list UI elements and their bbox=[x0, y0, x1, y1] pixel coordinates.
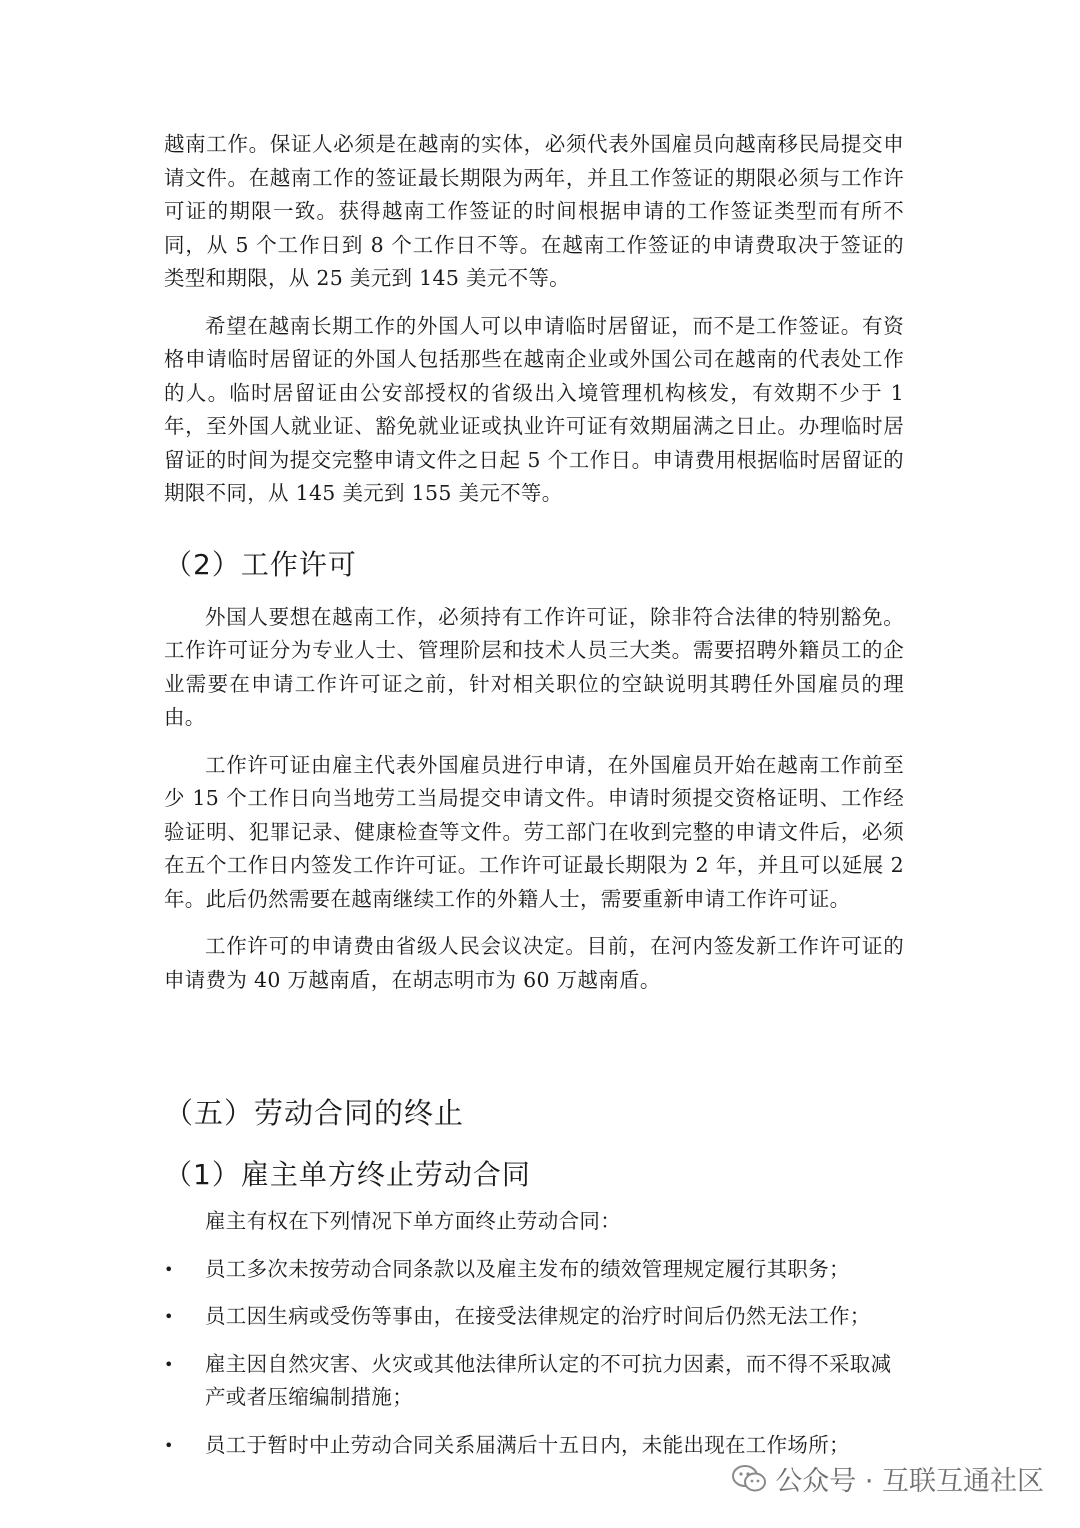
list-item-text: 员工因生病或受伤等事由，在接受法律规定的治疗时间后仍然无法工作； bbox=[205, 1304, 871, 1328]
employer-termination-heading: （1）雇主单方终止劳动合同 bbox=[164, 1158, 531, 1191]
paragraph: 工作许可的申请费由省级人民会议决定。目前，在河内签发新工作许可证的申请费为 40 万越南盾，在胡志明市为 60 万越南盾。 bbox=[164, 934, 904, 992]
list-item-text: 员工多次未按劳动合同条款以及雇主发布的绩效管理规定履行其职务； bbox=[205, 1256, 850, 1281]
bullet-icon: • bbox=[164, 1354, 174, 1374]
bullet-icon: • bbox=[164, 1435, 174, 1455]
paragraph: 越南工作。保证人必须是在越南的实体，必须代表外国雇员向越南移民局提交申请文件。在越南工作的签证最长期限为两年，并且工作签证的期限必须与工作许可证的期限一致。获得越南工作签证的时间根据申请的工作签证类型而有所不同，从 5 个工作日到 8 个工作日不等。在越南工作签证的申请费取决于签证的类型和期限，从 25 美元到 145 美元不等。 bbox=[164, 132, 904, 290]
list-item bbox=[164, 1348, 904, 1415]
list-item bbox=[164, 1300, 904, 1334]
paragraph: 外国人要想在越南工作，必须持有工作许可证，除非符合法律的特别豁免。工作许可证分为专业人士、管理阶层和技术人员三大类。需要招聘外籍员工的企业需要在申请工作许可证之前，针对相关职位的空缺说明其聘任外国雇员的理由。 bbox=[164, 604, 904, 729]
bullet-icon: • bbox=[164, 1259, 174, 1279]
termination-intro: 雇主有权在下列情况下单方面终止劳动合同： bbox=[205, 1209, 621, 1233]
termination-conditions-list bbox=[164, 1253, 904, 1463]
list-item-text: 雇主因自然灾害、火灾或其他法律所认定的不可抗力因素，而不得不采取减产或者压缩编制措施； bbox=[205, 1351, 892, 1409]
bullet-icon: • bbox=[164, 1307, 174, 1326]
list-item-text: 员工于暂时中止劳动合同关系届满后十五日内，未能出现在工作场所； bbox=[205, 1432, 850, 1457]
watermark-text: 公众号 · 互联互通社区 bbox=[775, 1466, 1044, 1497]
termination-section-heading: （五）劳动合同的终止 bbox=[164, 1096, 465, 1130]
list-item bbox=[164, 1253, 904, 1287]
work-permit-heading: （2）工作许可 bbox=[164, 547, 357, 581]
document-page bbox=[164, 128, 904, 1462]
paragraph: 希望在越南长期工作的外国人可以申请临时居留证，而不是工作签证。有资格申请临时居留证的外国人包括那些在越南企业或外国公司在越南的代表处工作的人。临时居留证由公安部授权的省级出入境管理机构核发，有效期不少于 1 年，至外国人就业证、豁免就业证或执业许可证有效期届满之日止。办理临时居留证的时间为提交完整申请文件之日起 5 个工作日。申请费用根据临时居留证的期限不同，从 145 美元到 155 美元不等。 bbox=[164, 313, 904, 505]
wechat-watermark bbox=[731, 1459, 1044, 1498]
list-item bbox=[164, 1429, 904, 1463]
paragraph: 工作许可证由雇主代表外国雇员进行申请，在外国雇员开始在越南工作前至少 15 个工作日向当地劳工当局提交申请文件。申请时须提交资格证明、工作经验证明、犯罪记录、健康检查等文件。劳工部门在收到完整的申请文件后，必须在五个工作日内签发工作许可证。工作许可证最长期限为 2 年，并且可以延展 2 年。此后仍然需要在越南继续工作的外籍人士，需要重新申请工作许可证。 bbox=[164, 752, 904, 911]
wechat-icon bbox=[731, 1464, 767, 1494]
